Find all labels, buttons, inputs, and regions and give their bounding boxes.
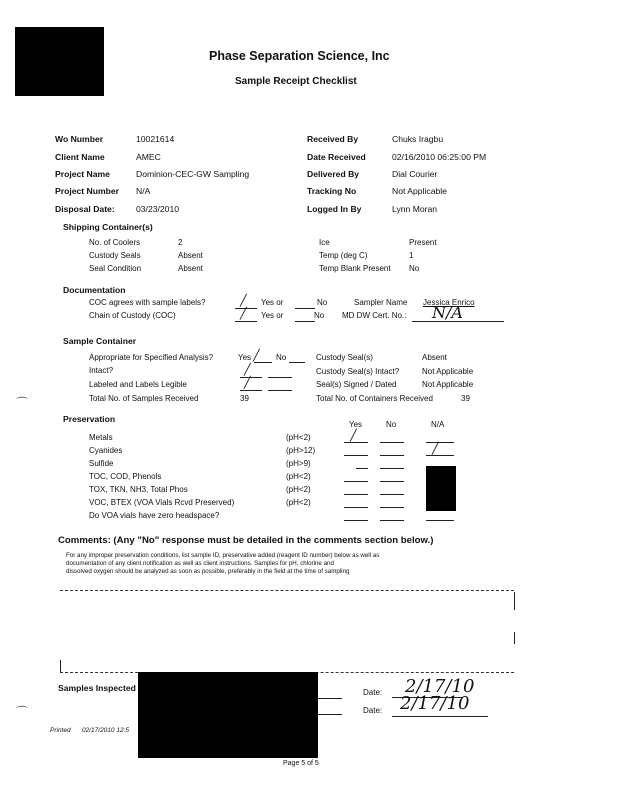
tracking-no-value: Not Applicable — [392, 186, 447, 196]
date-value-1: 2/17/10 — [405, 676, 475, 697]
intact-no-line[interactable] — [268, 377, 292, 378]
chain-of-custody-yes-check: ╱ — [240, 308, 247, 320]
chain-of-custody-label: Chain of Custody (COC) — [89, 311, 176, 320]
pres-row-ph: (pH<2) — [286, 433, 311, 442]
signature-line-1[interactable] — [318, 698, 342, 699]
pres-row-name: Metals — [89, 433, 113, 442]
col-no: No — [386, 420, 397, 429]
labeled-label: Labeled and Labels Legible — [89, 380, 187, 389]
documentation-heading: Documentation — [63, 285, 126, 295]
total-samples-label: Total No. of Samples Received — [89, 394, 199, 403]
project-number-value: N/A — [136, 186, 151, 196]
temp-blank-label: Temp Blank Present — [319, 264, 391, 273]
cyanides-na-check: ╱ — [432, 443, 439, 455]
na-blackout-block — [426, 466, 456, 511]
cyanides-yes-line[interactable] — [344, 455, 368, 456]
metals-na-line[interactable] — [426, 442, 454, 443]
received-by-value: Chuks Iragbu — [392, 134, 444, 144]
md-dw-cert-value: N/A — [432, 303, 463, 322]
samples-inspected-label: Samples Inspected — [58, 683, 136, 693]
temp-blank-value: No — [409, 264, 420, 273]
appropriate-yes-line[interactable] — [254, 362, 272, 363]
client-name-label: Client Name — [55, 152, 105, 162]
seal-condition-value: Absent — [178, 264, 203, 273]
total-containers-label: Total No. of Containers Received — [316, 394, 433, 403]
cyanides-na-line[interactable] — [426, 455, 454, 456]
logo-redaction — [15, 27, 104, 96]
received-by-label: Received By — [307, 134, 359, 144]
col-yes: Yes — [349, 420, 363, 429]
cyanides-no-line[interactable] — [380, 455, 404, 456]
pres-row-name: TOC, COD, Phenols — [89, 472, 162, 481]
comments-right-edge — [514, 592, 515, 610]
headspace-yes-line[interactable] — [344, 520, 368, 521]
company-name: Phase Separation Science, Inc — [209, 49, 390, 63]
col-na: N/A — [431, 420, 445, 429]
logged-in-by-label: Logged In By — [307, 204, 362, 214]
comments-instructions-1: For any improper preservation conditions, list sample ID, preservative added (reagent ID number) below as well as — [66, 552, 380, 559]
pres-row-ph: (pH>9) — [286, 459, 311, 468]
tox-yes-line[interactable] — [344, 494, 368, 495]
comments-top-line[interactable] — [60, 590, 514, 591]
md-dw-cert-label: MD DW Cert. No.: — [342, 311, 407, 320]
pres-row-ph: (pH>12) — [286, 446, 316, 455]
date-received-label: Date Received — [307, 152, 366, 162]
sulfide-no-line[interactable] — [380, 468, 404, 469]
custody-seals-value: Absent — [178, 251, 203, 260]
appropriate-yes-check: ╱ — [253, 350, 260, 362]
voc-yes-line[interactable] — [344, 507, 368, 508]
intact-label: Intact? — [89, 366, 114, 375]
project-number-label: Project Number — [55, 186, 119, 196]
coc-agrees-no-line[interactable] — [295, 308, 315, 309]
sampler-name-label: Sampler Name — [354, 298, 408, 307]
custody-seals-label: Custody Seals — [89, 251, 141, 260]
delivered-by-value: Dial Courier — [392, 169, 438, 179]
toc-yes-line[interactable] — [344, 481, 368, 482]
metals-yes-check: ╱ — [350, 430, 357, 442]
logged-in-by-value: Lynn Moran — [392, 204, 438, 214]
printed-value: 02/17/2010 12:5 — [82, 727, 129, 734]
metals-yes-line[interactable] — [344, 442, 368, 443]
pres-row-ph: (pH<2) — [286, 485, 311, 494]
date-label-2: Date: — [363, 706, 383, 715]
toc-no-line[interactable] — [380, 481, 404, 482]
pres-row-ph: (pH<2) — [286, 498, 311, 507]
comments-instructions-3: dissolved oxygen should be analyzed as soon as possible, preferably in the field at the time of sampling — [66, 568, 350, 575]
coc-agrees-yes-or: Yes or — [261, 298, 284, 307]
voc-no-line[interactable] — [380, 507, 404, 508]
chain-of-custody-no-line[interactable] — [295, 321, 315, 322]
seals-signed-value: Not Applicable — [422, 380, 474, 389]
pres-row-ph: (pH<2) — [286, 472, 311, 481]
coc-agrees-yes-check: ╱ — [240, 295, 247, 307]
headspace-na-line[interactable] — [426, 520, 454, 521]
custody-seals-sc-label: Custody Seal(s) — [316, 353, 373, 362]
comments-instructions-2: documentation of any client notification as well as client instructions. Samples for pH, chlorine and — [66, 560, 334, 567]
labeled-yes-check: ╱ — [244, 377, 251, 389]
chain-of-custody-yes-or: Yes or — [261, 311, 284, 320]
wo-number-label: Wo Number — [55, 134, 104, 144]
delivered-by-label: Delivered By — [307, 169, 360, 179]
coolers-label: No. of Coolers — [89, 238, 141, 247]
appropriate-yes: Yes — [238, 353, 252, 362]
total-samples-value: 39 — [240, 394, 249, 403]
sulfide-yes-line[interactable] — [356, 468, 368, 469]
ice-label: Ice — [319, 238, 330, 247]
appropriate-no: No — [276, 353, 287, 362]
temp-label: Temp (deg C) — [319, 251, 368, 260]
custody-seals-sc-value: Absent — [422, 353, 447, 362]
sample-container-heading: Sample Container — [63, 336, 137, 346]
date-received-value: 02/16/2010 06:25:00 PM — [392, 152, 487, 162]
pres-row-name: Sulfide — [89, 459, 114, 468]
labeled-yes-line[interactable] — [240, 390, 262, 391]
comments-right-edge-2 — [514, 632, 515, 644]
comments-heading: Comments: (Any "No" response must be detailed in the comments section below.) — [58, 535, 434, 546]
pres-row-name: VOC, BTEX (VOA Vials Rcvd Preserved) — [89, 498, 235, 507]
binder-mark-icon: ⌒ — [16, 705, 29, 719]
pres-row-name: TOX, TKN, NH3, Total Phos — [89, 485, 188, 494]
signature-redaction — [138, 672, 318, 758]
printed-label: Printed — [50, 727, 71, 734]
disposal-date-value: 03/23/2010 — [136, 204, 180, 214]
seals-signed-label: Seal(s) Signed / Dated — [316, 380, 397, 389]
tracking-no-label: Tracking No — [307, 186, 357, 196]
comments-left-edge — [60, 660, 61, 672]
pres-row-name: Do VOA vials have zero headspace? — [89, 511, 220, 520]
coolers-value: 2 — [178, 238, 183, 247]
shipping-heading: Shipping Container(s) — [63, 222, 153, 232]
wo-number-value: 10021614 — [136, 134, 175, 144]
labeled-no-line[interactable] — [268, 390, 292, 391]
coc-agrees-no: No — [317, 298, 328, 307]
pres-row-name: Cyanides — [89, 446, 123, 455]
page-number: Page 5 of 5 — [283, 760, 319, 767]
ice-value: Present — [409, 238, 437, 247]
chain-of-custody-no: No — [314, 311, 325, 320]
signature-line-2[interactable] — [318, 714, 342, 715]
project-name-value: Dominion-CEC-GW Sampling — [136, 169, 250, 179]
sampler-name-value: Jessica Enrico — [423, 298, 475, 307]
total-containers-value: 39 — [461, 394, 470, 403]
headspace-no-line[interactable] — [380, 520, 404, 521]
metals-no-line[interactable] — [380, 442, 404, 443]
intact-yes-check: ╱ — [244, 364, 251, 376]
binder-mark-icon: ⌒ — [16, 396, 29, 410]
page-title: Sample Receipt Checklist — [235, 76, 357, 87]
seals-intact-value: Not Applicable — [422, 367, 474, 376]
preservation-heading: Preservation — [63, 414, 116, 424]
appropriate-label: Appropriate for Specified Analysis? — [89, 353, 214, 362]
disposal-date-label: Disposal Date: — [55, 204, 115, 214]
client-name-value: AMEC — [136, 152, 161, 162]
date-label-1: Date: — [363, 688, 383, 697]
temp-value: 1 — [409, 251, 414, 260]
tox-no-line[interactable] — [380, 494, 404, 495]
coc-agrees-label: COC agrees with sample labels? — [89, 298, 206, 307]
seals-intact-label: Custody Seal(s) Intact? — [316, 367, 400, 376]
date-line-2[interactable] — [392, 716, 488, 717]
seal-condition-label: Seal Condition — [89, 264, 142, 273]
project-name-label: Project Name — [55, 169, 110, 179]
date-value-2: 2/17/10 — [400, 693, 470, 714]
chain-of-custody-yes-line[interactable] — [235, 321, 257, 322]
appropriate-no-blank[interactable] — [289, 362, 305, 363]
